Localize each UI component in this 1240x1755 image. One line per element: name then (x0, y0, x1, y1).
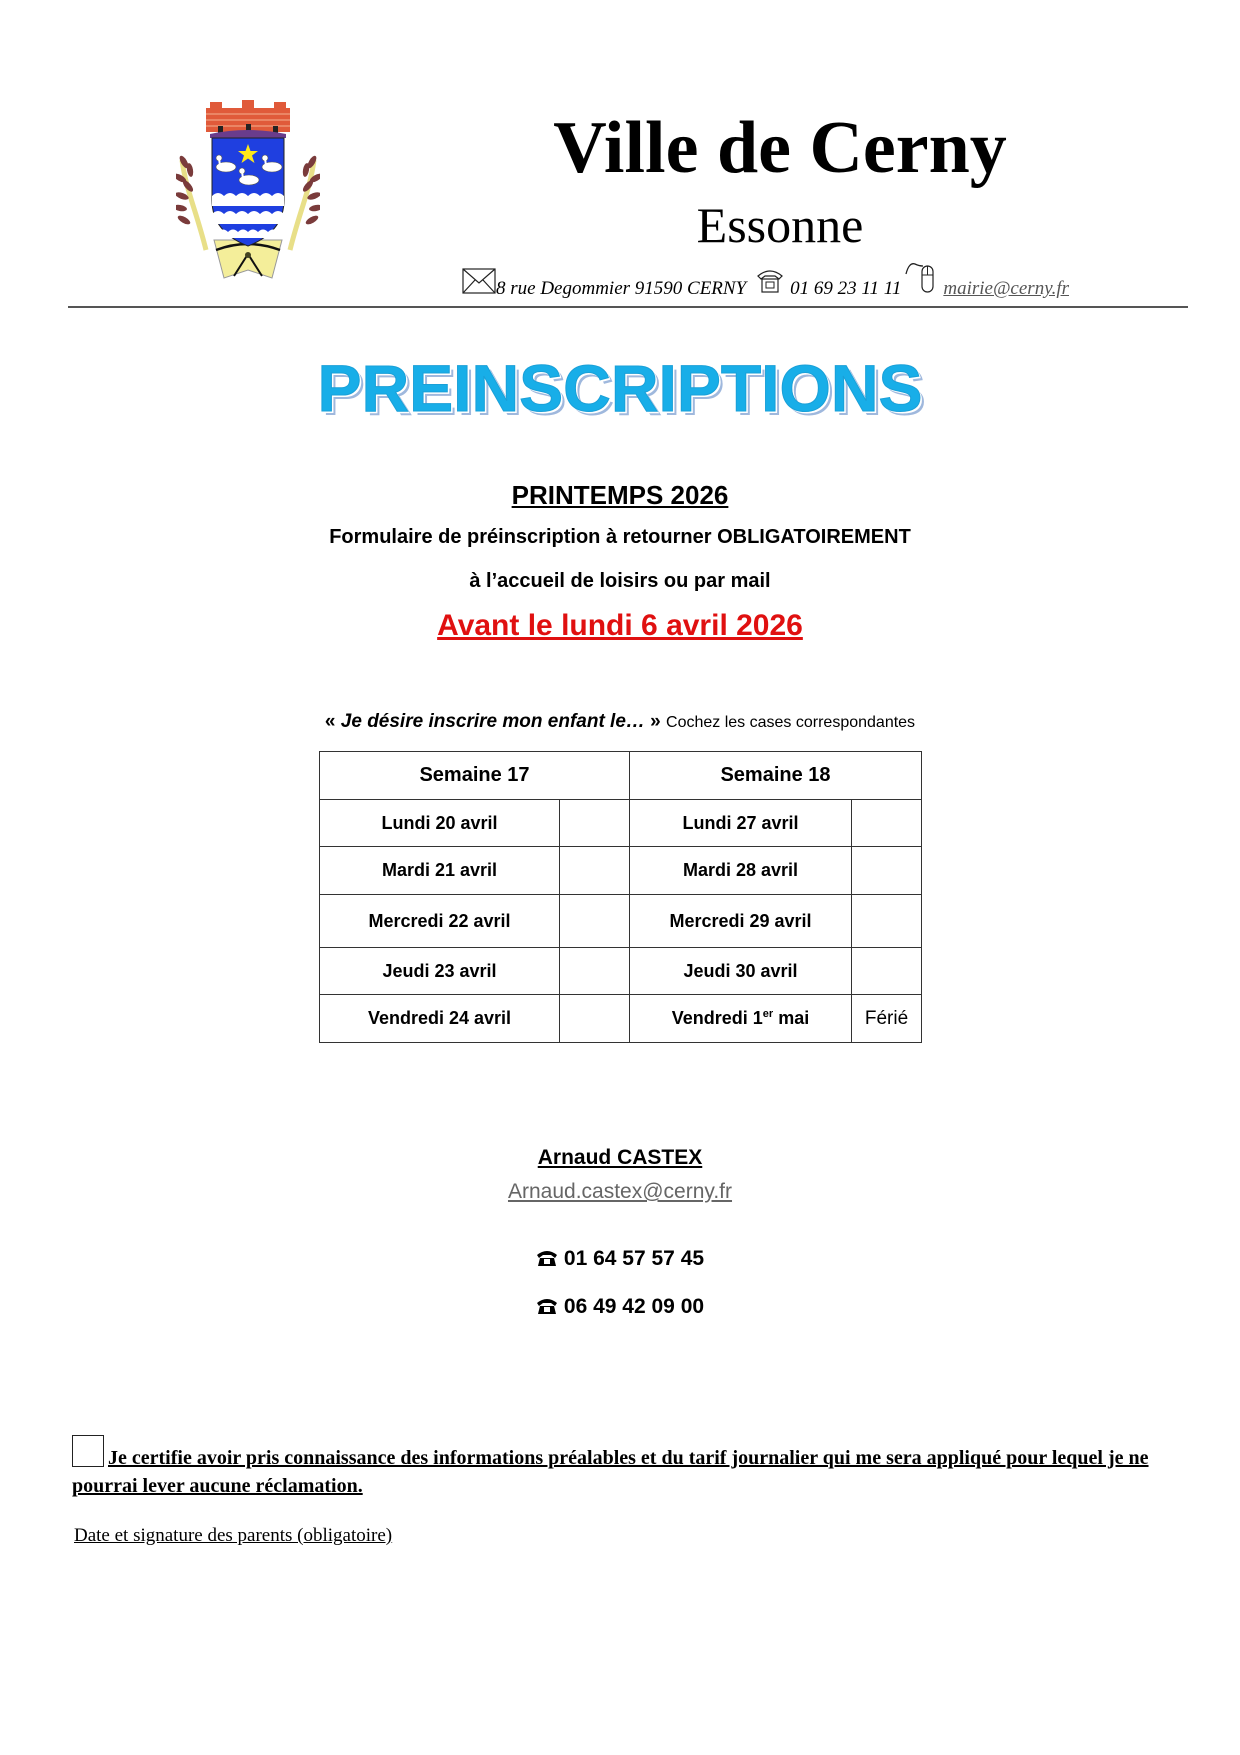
day-checkbox-cell[interactable] (852, 847, 922, 895)
contact-name (420, 1143, 820, 1173)
ordinal-suffix: er (762, 1008, 774, 1020)
choose-phrase: Je désire inscrire mon enfant le… (335, 711, 651, 732)
phone-text: 01 69 23 11 11 (790, 278, 902, 299)
signature-label (74, 1522, 674, 1550)
table-row (320, 847, 922, 895)
season-heading (320, 477, 920, 513)
day-checkbox-cell[interactable] (560, 800, 630, 847)
contact-email (420, 1176, 820, 1208)
day-label-prefix: Vendredi 1 (671, 1008, 763, 1028)
season-text: PRINTEMPS 2026 (511, 480, 729, 510)
page-title: PREINSCRIPTIONS (317, 351, 923, 425)
contact-phone-1 (420, 1244, 820, 1274)
day-checkbox-cell[interactable] (852, 948, 922, 995)
day-checkbox-cell[interactable] (852, 895, 922, 948)
day-checkbox-cell[interactable] (560, 847, 630, 895)
day-label: Mardi 21 avril (320, 847, 560, 895)
reed-left-icon (176, 154, 206, 250)
table-row (320, 995, 922, 1043)
coat-of-arms-icon (176, 100, 320, 280)
choose-hint: Cochez les cases correspondantes (666, 714, 916, 731)
day-label: Jeudi 23 avril (320, 948, 560, 995)
instruction-line-1: Formulaire de préinscription à retourner OBLIGATOIREMENT (329, 526, 911, 548)
deadline-text: Avant le lundi 6 avril 2026 (437, 609, 803, 642)
choose-instruction (220, 708, 1020, 737)
schedule-table (319, 751, 922, 1043)
day-label-suffix: mai (773, 1008, 810, 1028)
phone-number: 06 49 42 09 00 (563, 1295, 705, 1318)
signature-label-text: Date et signature des parents (obligatoire) (74, 1525, 393, 1546)
contact-email-link[interactable]: Arnaud.castex@cerny.fr (507, 1180, 733, 1203)
envelope-icon (462, 268, 496, 300)
day-checkbox-cell[interactable] (560, 995, 630, 1043)
city-title: Ville de Cerny (553, 107, 1007, 189)
day-label: Mercredi 29 avril (630, 895, 852, 948)
close-quote: » (650, 711, 661, 732)
phone-number: 01 64 57 57 45 (563, 1247, 705, 1270)
table-header-row (320, 752, 922, 800)
table-row (320, 800, 922, 847)
day-label (630, 995, 852, 1043)
department-name: Essonne (696, 197, 864, 253)
certify-statement (72, 1444, 1182, 1500)
certify-text: Je certifie avoir pris connaissance des informations préalables et du tarif journalier qui me sera appliqué pour lequel je ne pourrai lever aucune réclamation. (72, 1447, 1149, 1497)
day-checkbox-cell[interactable] (560, 948, 630, 995)
mairie-email-link[interactable]: mairie@cerny.fr (943, 278, 1069, 299)
table-row (320, 895, 922, 948)
contact-name-text: Arnaud CASTEX (537, 1146, 703, 1169)
day-label: Mercredi 22 avril (320, 895, 560, 948)
reed-right-icon (290, 154, 320, 250)
day-label: Lundi 27 avril (630, 800, 852, 847)
table-row (320, 948, 922, 995)
instruction-line-2: à l’accueil de loisirs ou par mail (469, 570, 771, 592)
contact-line (462, 266, 1112, 300)
day-checkbox-cell[interactable] (560, 895, 630, 948)
day-label: Mardi 28 avril (630, 847, 852, 895)
week-17-header: Semaine 17 (320, 752, 630, 800)
telephone-icon (536, 1246, 558, 1264)
header-divider (68, 306, 1188, 308)
mouse-icon (905, 260, 935, 300)
telephone-icon (536, 1294, 558, 1312)
day-label: Vendredi 24 avril (320, 995, 560, 1043)
city-crest-logo (176, 100, 320, 280)
contact-phone-2 (420, 1292, 820, 1322)
day-label: Lundi 20 avril (320, 800, 560, 847)
holiday-note: Férié (852, 995, 922, 1043)
week-18-header: Semaine 18 (630, 752, 922, 800)
day-label: Jeudi 30 avril (630, 948, 852, 995)
address-text: 8 rue Degommier 91590 CERNY (496, 278, 747, 299)
day-checkbox-cell[interactable] (852, 800, 922, 847)
telephone-icon (756, 268, 784, 300)
open-quote: « (324, 711, 336, 732)
deadline-notice (320, 606, 920, 646)
